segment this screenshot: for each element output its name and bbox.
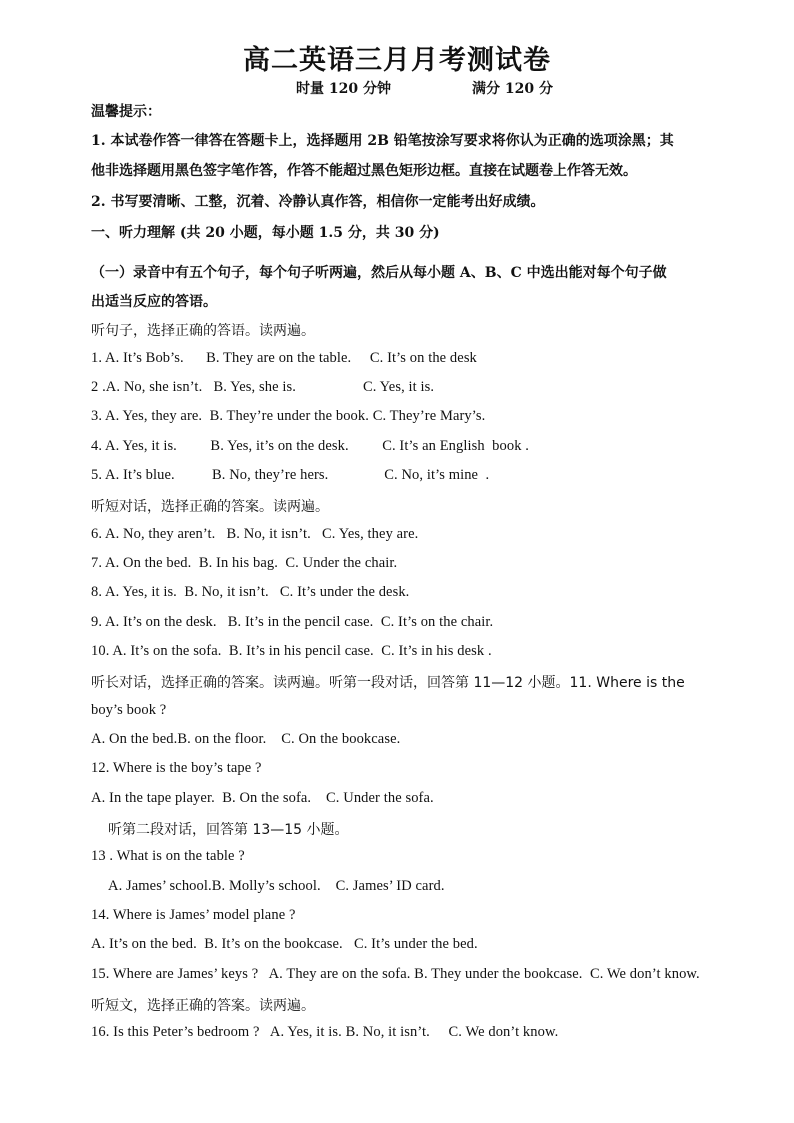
instruction-dialog-2: 听第二段对话，回答第 13—15 小题。 [108, 822, 349, 838]
score-info: 满分 120 分 [472, 81, 553, 97]
question-5: 5. A. It’s blue. B. No, they’re hers. C. No, it’s mine . [91, 467, 490, 483]
question-14-options: A. It’s on the bed. B. It’s on the bookcase. C. It’s under the bed. [91, 936, 478, 952]
instruction-sentences: 听句子，选择正确的答语。读两遍。 [91, 323, 315, 339]
question-13: 13 . What is on the table ? [91, 848, 245, 864]
question-11-options: A. On the bed.B. on the floor. C. On the bookcase. [91, 731, 401, 747]
question-12: 12. Where is the boy’s tape ? [91, 760, 262, 776]
tip-2: 2. 书写要清晰、工整，沉着、冷静认真作答，相信你一定能考出好成绩。 [91, 194, 545, 210]
question-16: 16. Is this Peter’s bedroom ? A. Yes, it is. B. No, it isn’t. C. We don’t know. [91, 1024, 559, 1040]
question-10: 10. A. It’s on the sofa. B. It’s in his pencil case. C. It’s in his desk . [91, 643, 492, 659]
instruction-short-dialogs: 听短对话，选择正确的答案。读两遍。 [91, 499, 329, 515]
tip-1-line-2: 他非选择题用黑色签字笔作答，作答不能超过黑色矩形边框。直接在试题卷上作答无效。 [91, 163, 637, 179]
question-12-options: A. In the tape player. B. On the sofa. C. Under the sofa. [91, 790, 434, 806]
question-1: 1. A. It’s Bob’s. B. They are on the table. C. It’s on the desk [91, 350, 477, 366]
question-13-options: A. James’ school.B. Molly’s school. C. James’ ID card. [108, 878, 445, 894]
question-2: 2 .A. No, she isn’t. B. Yes, she is. C. Yes, it is. [91, 379, 435, 395]
question-11-continued: boy’s book ? [91, 702, 167, 718]
part-1-instruction-line-1: （一）录音中有五个句子，每个句子听两遍，然后从每小题 A、B、C 中选出能对每个句子做 [91, 265, 667, 281]
question-7: 7. A. On the bed. B. In his bag. C. Under the chair. [91, 555, 398, 571]
tip-1-line-1: 1. 本试卷作答一律答在答题卡上，选择题用 2B 铅笔按涂写要求将你认为正确的选项涂黑；其 [91, 133, 674, 149]
instruction-passage: 听短文，选择正确的答案。读两遍。 [91, 998, 315, 1014]
question-6: 6. A. No, they aren’t. B. No, it isn’t. C. Yes, they are. [91, 526, 419, 542]
tips-heading: 温馨提示： [91, 104, 161, 120]
section-1-heading: 一、听力理解 (共 20 小题，每小题 1.5 分，共 30 分) [91, 225, 440, 241]
instruction-long-dialogs: 听长对话，选择正确的答案。读两遍。听第一段对话，回答第 11—12 小题。11. Where is the [91, 675, 685, 691]
question-15: 15. Where are James’ keys ? A. They are on the sofa. B. They under the bookcase. C. We don’t know. [91, 966, 700, 982]
question-4: 4. A. Yes, it is. B. Yes, it’s on the desk. C. It’s an English book . [91, 438, 530, 454]
exam-title: 高二英语三月月考测试卷 [243, 45, 551, 76]
question-14: 14. Where is James’ model plane ? [91, 907, 296, 923]
question-8: 8. A. Yes, it is. B. No, it isn’t. C. It’s under the desk. [91, 584, 410, 600]
part-1-instruction-line-2: 出适当反应的答语。 [91, 294, 217, 310]
question-3: 3. A. Yes, they are. B. They’re under the book. C. They’re Mary’s. [91, 408, 486, 424]
time-info: 时量 120 分钟 [296, 81, 391, 97]
question-9: 9. A. It’s on the desk. B. It’s in the pencil case. C. It’s on the chair. [91, 614, 494, 630]
